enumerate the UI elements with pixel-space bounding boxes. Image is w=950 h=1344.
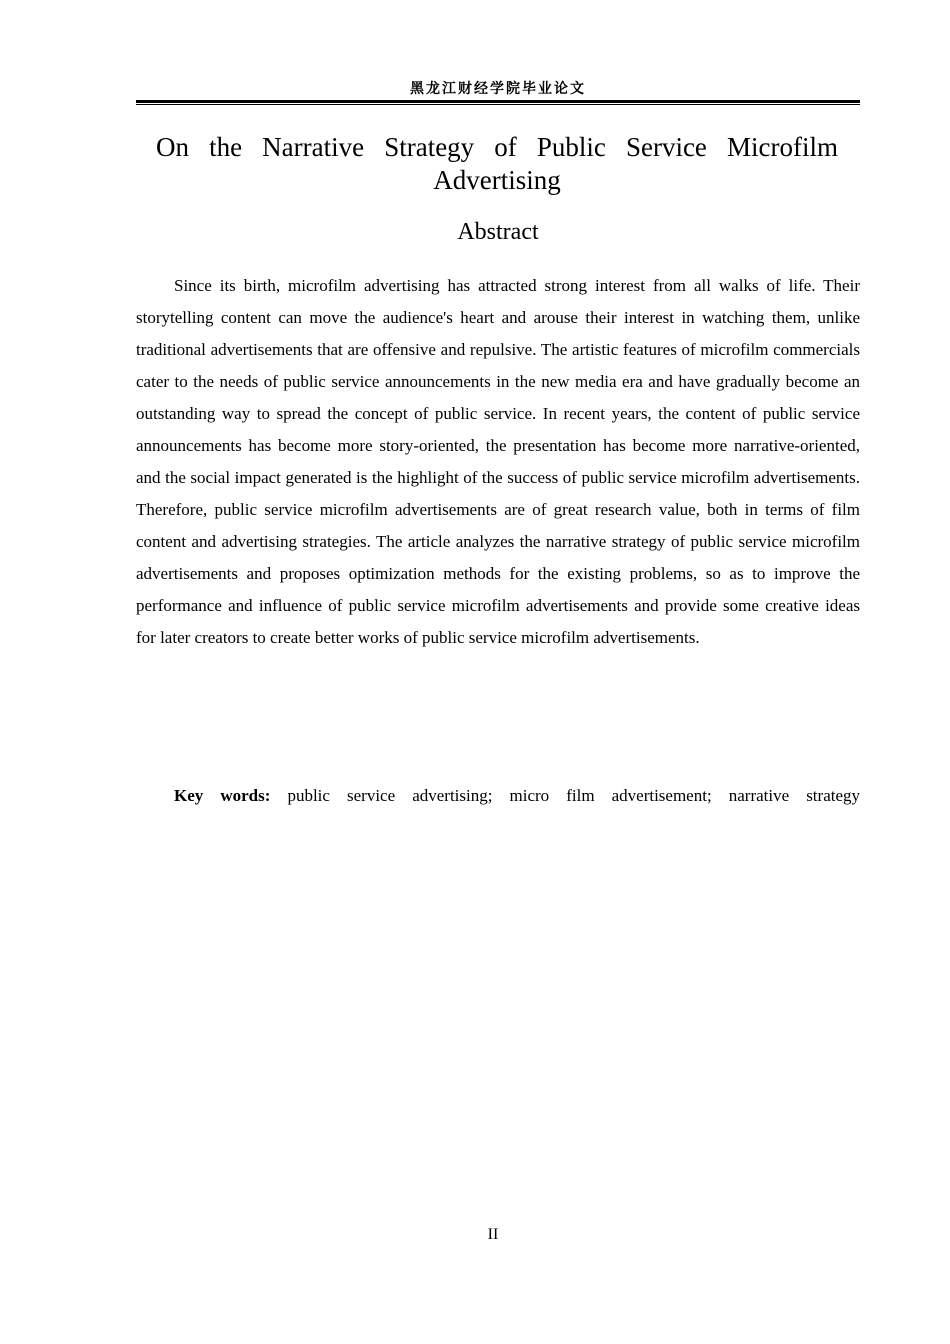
page-number: II <box>487 1226 499 1243</box>
header-rule-thick <box>136 100 860 103</box>
abstract-heading: Abstract <box>457 219 539 245</box>
header-rule-thin <box>136 104 860 105</box>
abstract-body: Since its birth, microfilm advertising has attracted strong interest from all walks of life. Their storytelling content can move the audience's heart and arouse their interest in watching them, unlike traditional advertisements that are offensive and repulsive. The artistic features of microfilm commercials cater to the needs of public service announcements in the new media era and have gradually become an outstanding way to spread the concept of public service. In recent years, the content of public service announcements has become more story-oriented, the presentation has become more narrative-oriented, and the social impact generated is the highlight of the success of public service microfilm advertisements. Therefore, public service microfilm advertisements are of great research value, both in terms of film content and advertising strategies. The article analyzes the narrative strategy of public service microfilm advertisements and proposes optimization methods for the existing problems, so as to improve the performance and influence of public service microfilm advertisements and provide some creative ideas for later creators to create better works of public service microfilm advertisements. <box>136 276 860 647</box>
keywords-text: public service advertising; micro film advertisement; narrative strategy <box>287 786 861 805</box>
keywords-label: Key words: <box>174 786 271 805</box>
keywords-line <box>136 780 860 812</box>
paper-title: On the Narrative Strategy of Public Service Microfilm Advertising <box>156 132 838 195</box>
running-header: 黑龙江财经学院毕业论文 <box>410 81 586 97</box>
